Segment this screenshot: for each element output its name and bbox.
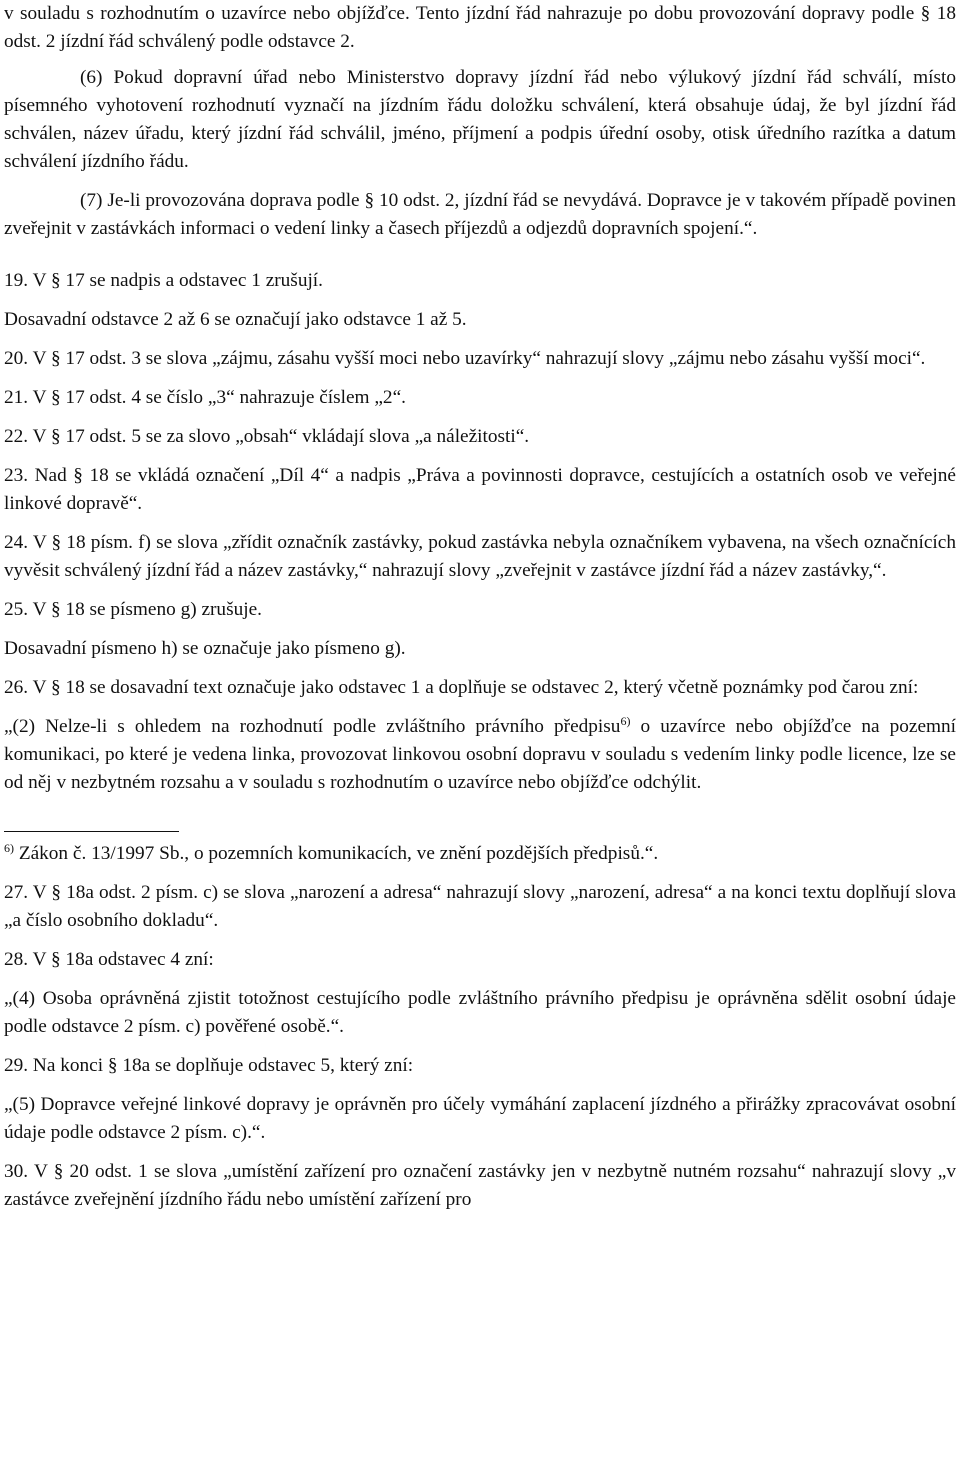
quoted-paragraph-5: „(5) Dopravce veřejné linkové dopravy je oprávněn pro účely vymáhání zaplacení jízdného a přirážky zpracovávat osobní údaje podle odstavce 2 písm. c).“. [4,1094,956,1143]
footnote-separator [4,831,179,832]
point-25-note: Dosavadní písmeno h) se označuje jako písmeno g). [4,638,406,659]
point-23: 23. Nad § 18 se vkládá označení „Díl 4“ a nadpis „Práva a povinnosti dopravce, cestujících a ostatních osob ve veřejné linkové dopravě“. [4,465,956,514]
point-24: 24. V § 18 písm. f) se slova „zřídit označník zastávky, pokud zastávka nebyla označníkem vybavena, na všech označnících vyvěsit schválený jízdní řád a název zastávky,“ nahrazují slovy „zveřejnit v zastávce jízdní řád a název zastávky,“. [4,532,956,581]
paragraph-continuation: v souladu s rozhodnutím o uzavírce nebo objížďce. Tento jízdní řád nahrazuje po dobu provozování dopravy podle § 18 odst. 2 jízdní řád schválený podle odstavce 2. [4,3,956,52]
paragraph-7: (7) Je-li provozována doprava podle § 10 odst. 2, jízdní řád se nevydává. Dopravce je v takovém případě povinen zveřejnit v zastávkách informaci o vedení linky a časech příjezdů a odjezdů dopravních spojení.“. [4,190,956,239]
point-19: 19. V § 17 se nadpis a odstavec 1 zrušují. [4,270,323,291]
paragraph-6: (6) Pokud dopravní úřad nebo Ministerstvo dopravy jízdní řád nebo výlukový jízdní řád schválí, místo písemného vyhotovení rozhodnutí vyznačí na jízdním řádu doložku schválení, která obsahuje údaj, že byl jízdní řád schválen, název úřadu, který jízdní řád schválil, jméno, příjmení a podpis úřední osoby, otisk úředního razítka a datum schválení jízdního řádu. [4,67,956,172]
point-25: 25. V § 18 se písmeno g) zrušuje. [4,599,262,620]
quoted-text-end: o uzavírce nebo objížďce na pozemní komunikaci, po které je vedena linka, provozovat linkovou osobní dopravu v souladu s vedením linky podle licence, lze se od něj v nezbytném rozsahu a v souladu s rozhodnutím o uzavírce nebo objížďce odchýlit. [4,716,956,793]
point-30: 30. V § 20 odst. 1 se slova „umístění zařízení pro označení zastávky jen v nezbytně nutném rozsahu“ nahrazují slovy „v zastávce zveřejnění jízdního řádu nebo umístění zařízení pro [4,1161,956,1210]
footnote-mark: 6) [4,841,14,855]
point-21: 21. V § 17 odst. 4 se číslo „3“ nahrazuje číslem „2“. [4,387,406,408]
point-20: 20. V § 17 odst. 3 se slova „zájmu, zásahu vyšší moci nebo uzavírky“ nahrazují slovy „zájmu nebo zásahu vyšší moci“. [4,348,926,369]
footnote-text: Zákon č. 13/1997 Sb., o pozemních komunikacích, ve znění pozdějších předpisů.“. [14,843,659,864]
quoted-text-start: „(2) Nelze-li s ohledem na rozhodnutí podle zvláštního právního předpisu [4,716,621,737]
point-27: 27. V § 18a odst. 2 písm. c) se slova „narození a adresa“ nahrazují slovy „narození, adresa“ a na konci textu doplňují slova „a číslo osobního dokladu“. [4,882,956,931]
point-26: 26. V § 18 se dosavadní text označuje jako odstavec 1 a doplňuje se odstavec 2, který včetně poznámky pod čarou zní: [4,677,919,698]
point-22: 22. V § 17 odst. 5 se za slovo „obsah“ vkládají slova „a náležitosti“. [4,426,530,447]
quoted-paragraph-4: „(4) Osoba oprávněná zjistit totožnost cestujícího podle zvláštního právního předpisu je oprávněna sdělit osobní údaje podle odstavce 2 písm. c) pověřené osobě.“. [4,988,956,1037]
point-29: 29. Na konci § 18a se doplňuje odstavec 5, který zní: [4,1055,414,1076]
point-19-note: Dosavadní odstavce 2 až 6 se označují jako odstavce 1 až 5. [4,309,467,330]
footnote [4,840,956,868]
footnote-reference: 6) [620,714,631,728]
point-28: 28. V § 18a odstavec 4 zní: [4,949,214,970]
quoted-paragraph-2 [4,713,956,797]
